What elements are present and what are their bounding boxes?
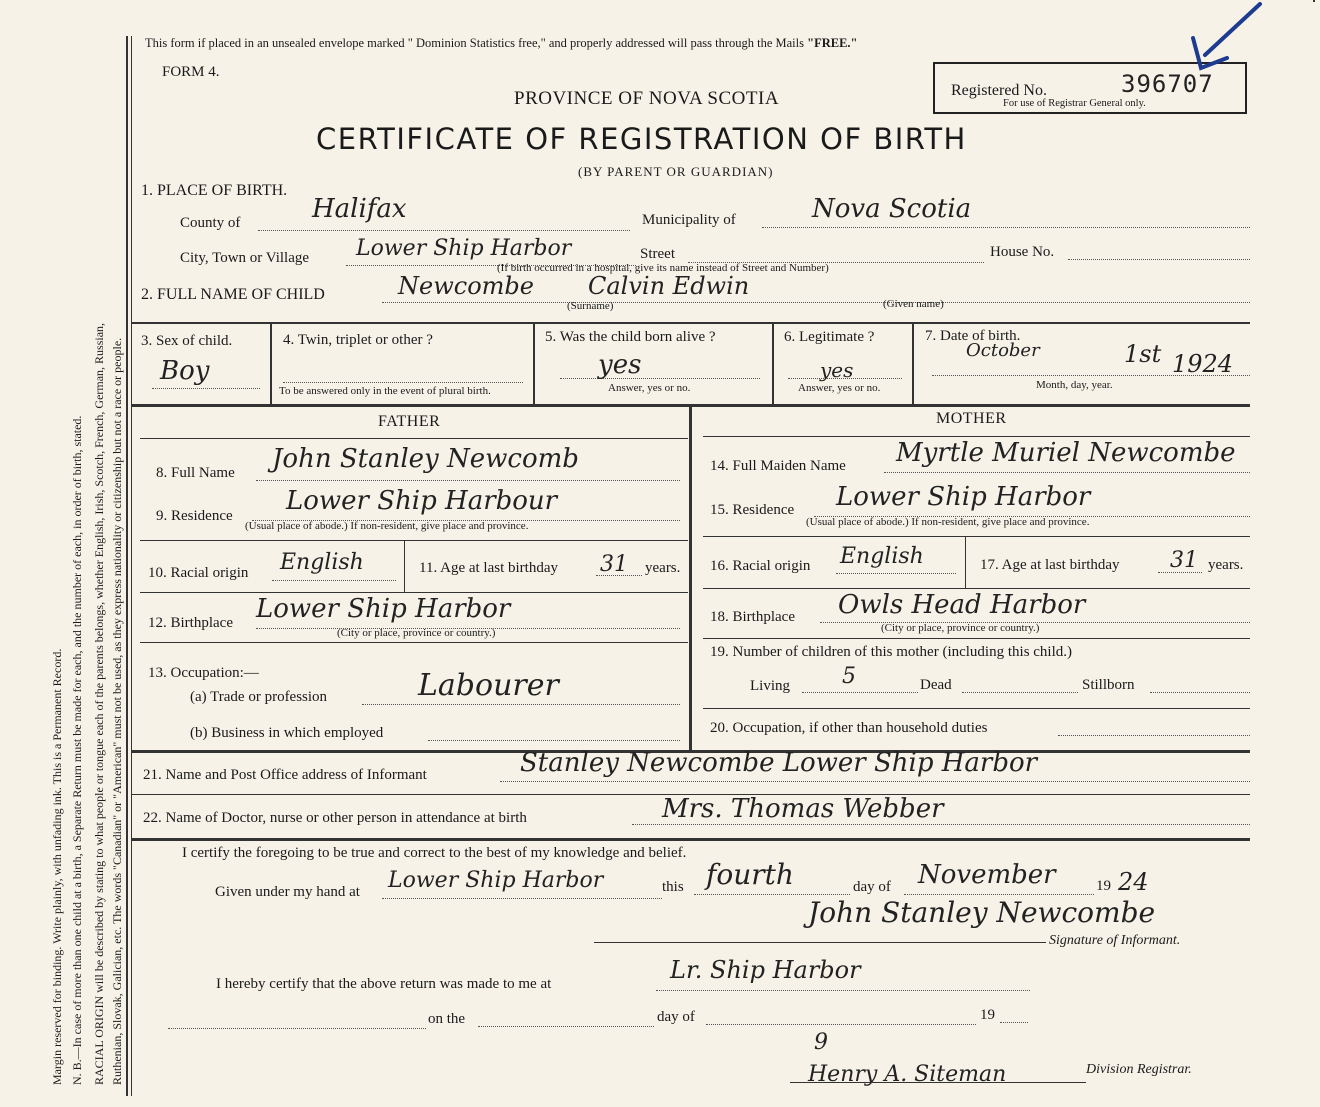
child-surname-value: Newcombe	[398, 272, 534, 300]
informant-label: 21. Name and Post Office address of Informant	[143, 767, 427, 783]
mother-children-label: 19. Number of children of this mother (including this child.)	[710, 644, 1073, 660]
registrar-day-of-label: day of	[657, 1009, 695, 1025]
given-under-label: Given under my hand at	[215, 884, 360, 900]
father-business-label: (b) Business in which employed	[190, 725, 384, 741]
alive-label: 5. Was the child born alive ?	[545, 329, 716, 345]
margin-rule	[126, 36, 128, 1096]
mother-heading: MOTHER	[936, 410, 1007, 427]
margin-rule-inner	[131, 36, 132, 1096]
father-race-label: 10. Racial origin	[148, 565, 249, 581]
certificate-title: CERTIFICATE OF REGISTRATION OF BIRTH	[316, 122, 967, 156]
father-birthplace-value: Lower Ship Harbor	[256, 594, 511, 624]
given-note: (Given name)	[883, 298, 944, 310]
certify-place-value: Lower Ship Harbor	[388, 868, 604, 893]
dob-month-value: October	[966, 340, 1040, 361]
mail-notice-free: "FREE."	[807, 36, 858, 50]
margin-note-binding: Margin reserved for binding. Write plainly, with unfading ink. This is a Permanent Record.	[50, 648, 64, 1085]
margin-note-multiple-births: N. B.—In case of more than one child at a birth, a Separate Return must be made for each, and the number of each, in order of birth, stated.	[70, 415, 84, 1085]
check-mark-icon	[1175, 0, 1265, 75]
twin-label: 4. Twin, triplet or other ?	[283, 332, 433, 348]
mother-age-label: 17. Age at last birthday	[980, 557, 1120, 573]
province-heading: PROVINCE OF NOVA SCOTIA	[514, 88, 780, 109]
father-name-label: 8. Full Name	[156, 465, 235, 481]
mother-name-label: 14. Full Maiden Name	[710, 458, 846, 474]
this-label: this	[662, 879, 684, 895]
mother-residence-note: (Usual place of abode.) If non-resident, give place and province.	[806, 516, 1090, 528]
county-value: Halifax	[312, 194, 407, 224]
on-the-label: on the	[428, 1011, 466, 1027]
dob-note: Month, day, year.	[1036, 379, 1113, 391]
mother-residence-label: 15. Residence	[710, 502, 795, 518]
twin-note: To be answered only in the event of plural birth.	[279, 385, 491, 397]
registrar-mark: 9	[814, 1030, 828, 1055]
legitimate-note: Answer, yes or no.	[798, 382, 881, 394]
father-birthplace-note: (City or place, province or country.)	[337, 627, 496, 639]
legitimate-label: 6. Legitimate ?	[784, 329, 875, 345]
mother-birthplace-label: 18. Birthplace	[710, 609, 795, 625]
registered-number: 396707	[1121, 70, 1214, 98]
father-trade-label: (a) Trade or profession	[190, 689, 328, 705]
father-name-value: John Stanley Newcomb	[272, 444, 579, 474]
living-label: Living	[750, 678, 790, 694]
legitimate-value: yes	[820, 358, 854, 382]
informant-value: Stanley Newcombe Lower Ship Harbor	[520, 748, 1038, 778]
city-label: City, Town or Village	[180, 250, 310, 266]
margin-note-racial-origin-cont: Ruthenian, Slovak, Galician, etc. The words "Canadian" or "American" must not be used, as they express nationality or citizenship but not a race or people.	[110, 337, 124, 1085]
city-value: Lower Ship Harbor	[356, 236, 572, 261]
dead-label: Dead	[920, 677, 952, 693]
mother-race-label: 16. Racial origin	[710, 558, 811, 574]
child-name-label: 2. FULL NAME OF CHILD	[141, 286, 325, 303]
registrar-year-prefix: 19	[980, 1007, 995, 1023]
mother-age-value: 31	[1170, 548, 1198, 573]
father-heading: FATHER	[378, 413, 441, 430]
registrar-title: Division Registrar.	[1086, 1062, 1192, 1077]
county-label: County of	[180, 215, 241, 231]
mail-notice-text: This form if placed in an unsealed envelope marked " Dominion Statistics free," and properly addressed will pass through the Mails	[145, 36, 804, 50]
certify-statement: I certify the foregoing to be true and correct to the best of my knowledge and belief.	[182, 845, 687, 861]
municipality-value: Nova Scotia	[812, 194, 972, 224]
father-race-value: English	[280, 550, 364, 575]
certificate-subtitle: (BY PARENT OR GUARDIAN)	[578, 164, 774, 179]
signature-label: Signature of Informant.	[1049, 933, 1181, 948]
registered-note: For use of Registrar General only.	[1003, 98, 1146, 109]
mother-birthplace-note: (City or place, province or country.)	[881, 622, 1040, 634]
father-age-unit: years.	[645, 560, 681, 576]
father-birthplace-label: 12. Birthplace	[148, 615, 233, 631]
mother-birthplace-value: Owls Head Harbor	[838, 590, 1086, 620]
child-given-value: Calvin Edwin	[588, 272, 750, 300]
day-of-label: day of	[853, 879, 891, 895]
mother-name-value: Myrtle Muriel Newcombe	[896, 438, 1236, 468]
form-number: FORM 4.	[162, 64, 220, 80]
hospital-note: (If birth occurred in a hospital, give its name instead of Street and Number)	[497, 262, 829, 274]
alive-note: Answer, yes or no.	[608, 382, 691, 394]
doctor-label: 22. Name of Doctor, nurse or other person in attendance at birth	[143, 810, 527, 826]
father-residence-note: (Usual place of abode.) If non-resident, give place and province.	[245, 520, 529, 532]
father-residence-label: 9. Residence	[156, 508, 233, 524]
sex-label: 3. Sex of child.	[141, 333, 233, 349]
mail-notice	[145, 36, 857, 51]
mother-race-value: English	[840, 544, 924, 569]
surname-note: (Surname)	[567, 300, 614, 312]
alive-value: yes	[598, 350, 642, 380]
father-age-value: 31	[600, 552, 628, 577]
house-label: House No.	[990, 244, 1055, 260]
street-label: Street	[640, 246, 675, 262]
registrar-statement: I hereby certify that the above return was made to me at	[216, 976, 552, 992]
mother-age-unit: years.	[1208, 557, 1244, 573]
municipality-label: Municipality of	[642, 212, 736, 228]
place-heading: 1. PLACE OF BIRTH.	[141, 182, 288, 199]
registrar-signature: Henry A. Siteman	[808, 1062, 1007, 1087]
father-age-label: 11. Age at last birthday	[419, 560, 558, 576]
certify-year-value: 24	[1118, 868, 1149, 896]
father-trade-value: Labourer	[418, 668, 559, 703]
dob-label: 7. Date of birth.	[925, 328, 1021, 344]
registered-label: Registered No.	[951, 82, 1047, 99]
living-value: 5	[842, 664, 856, 689]
dob-day-value: 1st	[1124, 340, 1162, 368]
certify-day-value: fourth	[706, 858, 794, 891]
sex-value: Boy	[160, 356, 210, 386]
margin-note-racial-origin: RACIAL ORIGIN will be described by stating to what people or tongue each of the parents belongs, whether English, Irish, Scotch, French, German, Russian,	[92, 322, 106, 1085]
certify-year-prefix: 19	[1096, 878, 1111, 894]
doctor-value: Mrs. Thomas Webber	[662, 794, 944, 824]
right-edge	[1313, 0, 1315, 2]
informant-signature: John Stanley Newcombe	[808, 896, 1156, 929]
certify-month-value: November	[918, 860, 1056, 890]
registrar-place-value: Lr. Ship Harbor	[670, 956, 861, 984]
father-residence-value: Lower Ship Harbour	[286, 486, 558, 516]
stillborn-label: Stillborn	[1082, 677, 1135, 693]
mother-residence-value: Lower Ship Harbor	[836, 482, 1091, 512]
mother-occupation-label: 20. Occupation, if other than household duties	[710, 720, 988, 736]
father-occupation-label: 13. Occupation:—	[148, 665, 259, 681]
dob-year-value: 1924	[1172, 350, 1234, 378]
